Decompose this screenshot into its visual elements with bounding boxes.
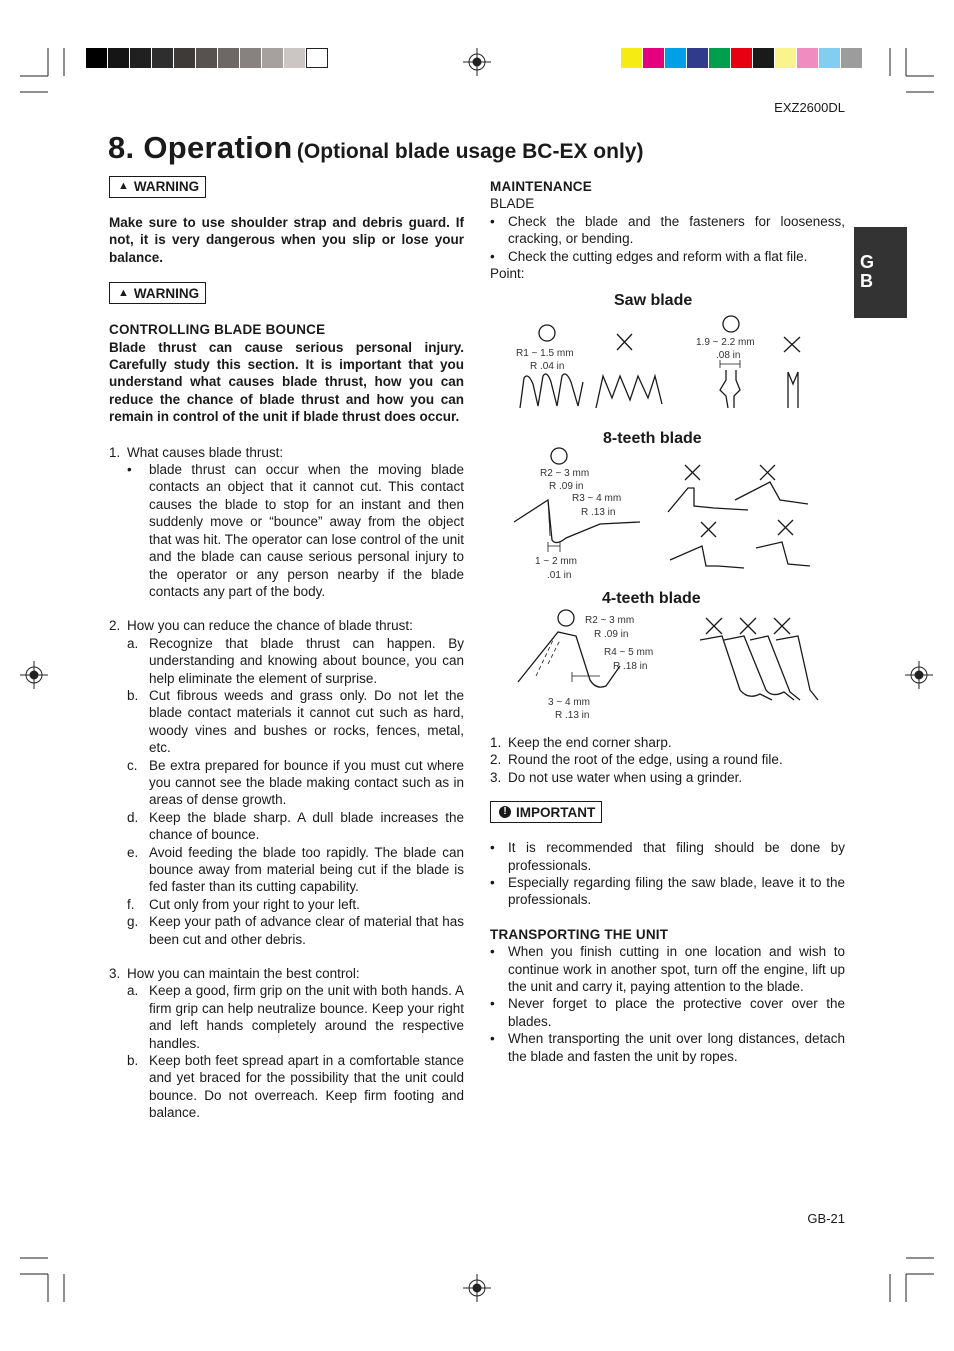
sub-text: Keep the blade sharp. A dull blade increases the chance of bounce. xyxy=(149,809,464,843)
bullet-text: It is recommended that filing should be done by professionals. xyxy=(508,840,845,873)
sub-marker: a. xyxy=(127,983,139,999)
sub-item xyxy=(109,1052,464,1122)
list-item xyxy=(109,444,464,461)
bullet-text: Check the blade and the fasteners for looseness, cracking, or bending. xyxy=(508,213,845,247)
sub-text: Be extra prepared for bounce if you must cut where you cannot see the blade making contact such as in areas of dense growth. xyxy=(149,757,464,808)
bullet-item xyxy=(490,943,845,995)
left-column xyxy=(109,176,464,1122)
sub-item xyxy=(109,982,464,1052)
sub-text: Cut only from your right to your left. xyxy=(149,896,360,912)
dim-label: 1.9 ~ 2.2 mm xyxy=(696,337,755,348)
bullet-text: Never forget to place the protective cover over the blades. xyxy=(508,996,845,1029)
sub-item xyxy=(109,844,464,896)
sub-marker: g. xyxy=(127,914,139,930)
saw-blade-title: Saw blade xyxy=(614,292,693,309)
sub-text: Avoid feeding the blade too rapidly. The blade can bounce away from material being cut if the blade is fed faster than its cutting capability. xyxy=(149,844,464,895)
bullet-icon: • xyxy=(490,1031,495,1047)
sub-marker: e. xyxy=(127,844,139,860)
item-marker: 1. xyxy=(109,444,121,460)
sub-text: Keep a good, firm grip on the unit with both hands. A firm grip can help neutralize bounce. Keep your right and left hands completely around the respective handles. xyxy=(149,983,464,1051)
bullet-icon: • xyxy=(490,840,495,856)
dim-label: 1 ~ 2 mm xyxy=(535,556,577,567)
four-teeth-blade-title: 4-teeth blade xyxy=(602,590,701,607)
bullet-text: blade thrust can occur when the moving blade contacts an object that it cannot cut. This contact causes the blade to stop for an instant and then suddenly move or “bounce” away from the object that was hit. The operator can lose control of the unit and the blade can cause serious personal injury to the operator or any person nearby if the blade contacts any part of the body. xyxy=(149,462,464,599)
dim-label: .01 in xyxy=(547,570,572,581)
blade-label: BLADE xyxy=(490,196,535,212)
dim-label: R .04 in xyxy=(530,361,565,372)
tab-letter-b: B xyxy=(860,271,873,291)
item-marker: 2. xyxy=(109,618,121,634)
sub-marker: d. xyxy=(127,809,139,825)
page-number: GB-21 xyxy=(807,1211,845,1226)
item-marker: 3. xyxy=(109,966,121,982)
sub-marker: b. xyxy=(127,1053,139,1069)
dim-label: R2 ~ 3 mm xyxy=(585,615,635,626)
dim-label: R4 ~ 5 mm xyxy=(604,647,654,658)
dim-label: 3 ~ 4 mm xyxy=(548,697,590,708)
right-column-top xyxy=(490,178,845,282)
sub-text: Recognize that blade thrust can happen. By understanding and knowing about bounce, you can help eliminate the element of surprise. xyxy=(149,635,464,686)
warning-triangle-icon: ▲ xyxy=(118,286,129,299)
sub-item xyxy=(109,913,464,948)
step-item xyxy=(490,769,845,786)
step-text: Keep the end corner sharp. xyxy=(508,735,672,750)
sub-item xyxy=(109,896,464,913)
dim-label: R .09 in xyxy=(594,629,629,640)
bullet-item xyxy=(490,248,845,265)
sub-item xyxy=(109,687,464,757)
list-item xyxy=(109,965,464,982)
sub-item xyxy=(109,635,464,687)
step-marker: 3. xyxy=(490,769,502,785)
language-tab xyxy=(854,227,907,318)
step-text: Do not use water when using a grinder. xyxy=(508,769,743,785)
list-item xyxy=(109,617,464,634)
title-main: 8. Operation xyxy=(108,130,293,165)
exclamation-icon: ! xyxy=(499,806,511,818)
important-box xyxy=(490,801,602,823)
point-label: Point: xyxy=(490,266,525,282)
sub-text: Cut fibrous weeds and grass only. Do not let the blade contact materials it cannot cut such as hard, woody vines and bushes or rocks, fences, metal, etc. xyxy=(149,687,464,756)
sub-marker: a. xyxy=(127,635,139,651)
bullet-icon: • xyxy=(490,213,495,229)
step-text: Round the root of the edge, using a round file. xyxy=(508,752,783,768)
bullet-text: Especially regarding filing the saw blade, leave it to the professionals. xyxy=(508,875,845,908)
dim-label: R .09 in xyxy=(549,481,584,492)
title-sub: (Optional blade usage BC-EX only) xyxy=(296,140,644,163)
bullet-item xyxy=(490,213,845,248)
item-title: How you can reduce the chance of blade thrust: xyxy=(127,618,413,634)
bullet-icon: • xyxy=(490,944,495,960)
step-item xyxy=(490,751,845,768)
sub-item xyxy=(109,757,464,809)
eight-teeth-blade-title: 8-teeth blade xyxy=(603,430,702,447)
right-column-bottom xyxy=(490,734,845,1065)
item-title: What causes blade thrust: xyxy=(127,444,284,460)
bullet-item xyxy=(490,839,845,874)
tab-letter-g: G xyxy=(860,252,875,272)
bullet-text: When transporting the unit over long distances, detach the blade and fasten the unit by ropes. xyxy=(508,1031,845,1064)
warning-box xyxy=(109,282,206,304)
maintenance-heading: MAINTENANCE xyxy=(490,179,592,194)
warning-label: WARNING xyxy=(133,179,200,195)
dim-label: R .13 in xyxy=(581,507,616,518)
dim-label: R .13 in xyxy=(555,710,590,721)
important-label: IMPORTANT xyxy=(516,804,596,820)
step-item xyxy=(490,734,845,751)
warning-triangle-icon: ▲ xyxy=(118,180,129,193)
bullet-icon: • xyxy=(490,875,495,891)
section-heading: CONTROLLING BLADE BOUNCE xyxy=(109,322,326,338)
bullet-item xyxy=(109,461,464,600)
dim-label: R2 ~ 3 mm xyxy=(540,468,590,479)
model-number: EXZ2600DL xyxy=(774,100,845,115)
dim-label: R .18 in xyxy=(613,661,648,672)
bullet-text: When you finish cutting in one location and wish to continue work in another spot, turn off the engine, lift up the unit and carry it, paying attention to the blade. xyxy=(508,944,845,995)
warning-text: Make sure to use shoulder strap and debris guard. If not, it is very dangerous when you slip or lose your balance. xyxy=(109,215,464,265)
page-title xyxy=(108,130,643,166)
transport-heading: TRANSPORTING THE UNIT xyxy=(490,926,669,942)
bullet-item xyxy=(490,874,845,909)
sub-text: Keep both feet spread apart in a comfortable stance and yet braced for the possibility that the unit could bounce. Do not overreach. Keep firm footing and balance. xyxy=(149,1053,464,1121)
sub-marker: b. xyxy=(127,687,139,703)
step-marker: 2. xyxy=(490,752,502,768)
bullet-icon: • xyxy=(127,462,132,478)
bullet-item xyxy=(490,1030,845,1065)
sub-item xyxy=(109,809,464,844)
sub-text: Keep your path of advance clear of material that has been cut and other debris. xyxy=(149,914,464,947)
bullet-icon: • xyxy=(490,248,495,264)
sub-marker: c. xyxy=(127,757,138,773)
bullet-icon: • xyxy=(490,996,495,1012)
dim-label: .08 in xyxy=(716,350,741,361)
sub-marker: f. xyxy=(127,896,135,912)
warning-label: WARNING xyxy=(133,285,200,301)
dim-label: R3 ~ 4 mm xyxy=(572,493,622,504)
step-marker: 1. xyxy=(490,735,502,750)
bullet-text: Check the cutting edges and reform with a flat file. xyxy=(508,248,808,264)
warning-box xyxy=(109,176,206,198)
dim-label: R1 ~ 1.5 mm xyxy=(516,348,574,359)
item-title: How you can maintain the best control: xyxy=(127,966,360,982)
intro-text: Blade thrust can cause serious personal injury. Carefully study this section. It is important that you understand what causes blade thrust, how you can reduce the chance of blade thrust and how you can remain in control of the unit if blade thrust does occur. xyxy=(109,339,464,425)
bullet-item xyxy=(490,995,845,1030)
